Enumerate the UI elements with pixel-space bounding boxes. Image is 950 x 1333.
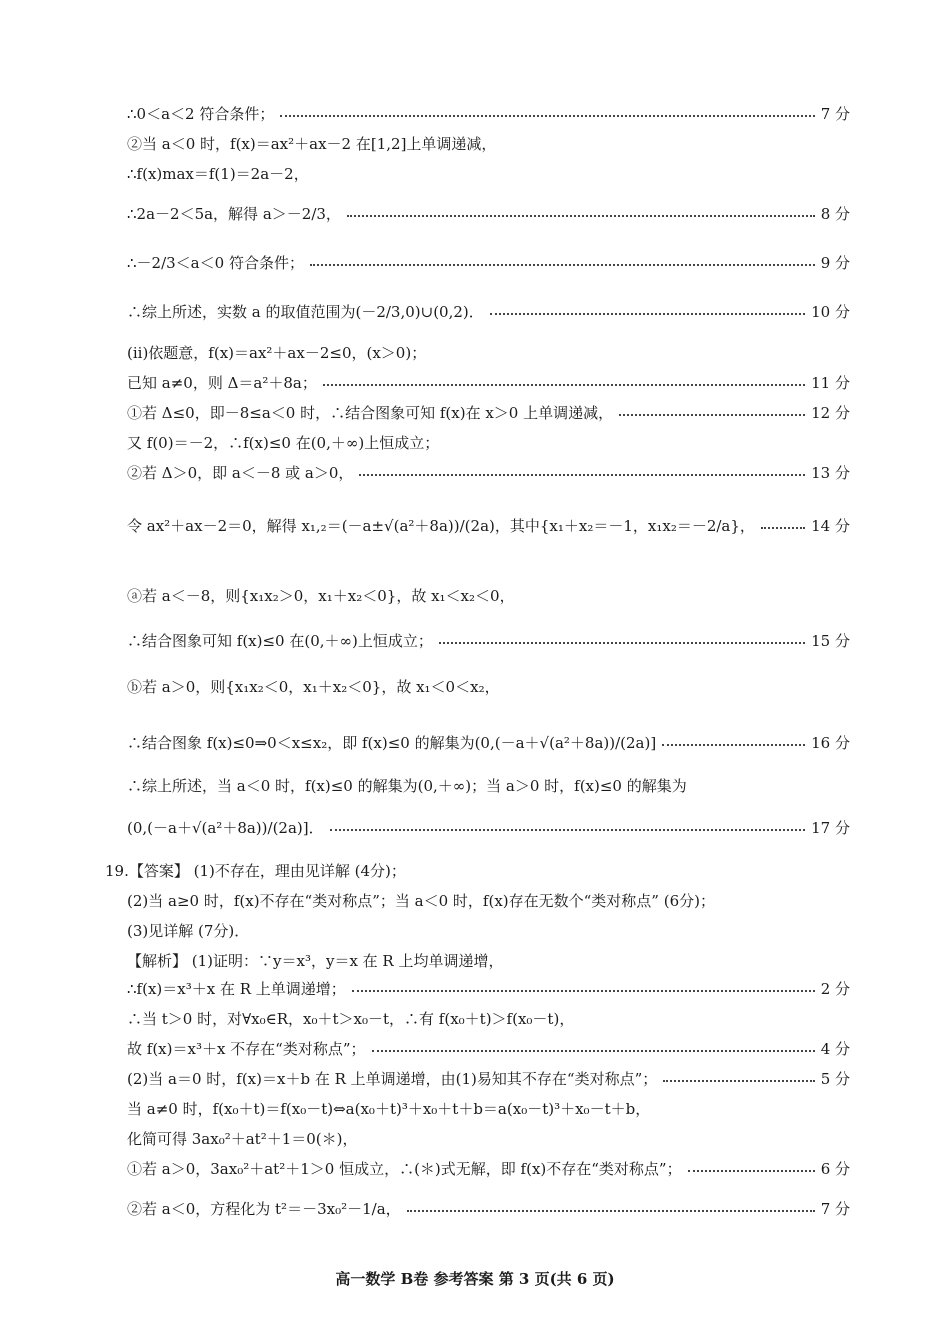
line-text: (2)当 a＝0 时，f(x)＝x＋b 在 R 上单调递增，由(1)易知其不存在“类对称点”； <box>127 1070 658 1088</box>
line-9 <box>127 402 850 423</box>
line-4 <box>127 203 850 224</box>
score: 12 分 <box>811 404 850 422</box>
line-text: 当 a≠0 时，f(x₀＋t)＝f(x₀－t)⇔a(x₀＋t)³＋x₀＋t＋b＝a(x₀－t)³＋x₀－t＋b， <box>127 1100 651 1118</box>
line-text: ②若 Δ＞0，即 a＜－8 或 a＞0， <box>127 464 354 482</box>
page-footer: 高一数学 B卷 参考答案 第 3 页(共 6 页) <box>335 1270 615 1288</box>
line-text: ∴f(x)＝x³＋x 在 R 上单调递增； <box>127 980 346 998</box>
line-text: ∴结合图象 f(x)≤0⇒0＜x≤x₂，即 f(x)≤0 的解集为(0,(－a＋√(a²＋8a))/(2a)] <box>127 734 657 752</box>
line-18 <box>127 817 850 838</box>
line-text: ∴－2/3＜a＜0 符合条件； <box>127 254 304 272</box>
leader-dots <box>280 114 814 117</box>
score: 7 分 <box>820 105 850 123</box>
leader-dots <box>663 1079 814 1082</box>
line-text: 又 f(0)＝－2，∴f(x)≤0 在(0,＋∞)上恒成立； <box>127 434 440 452</box>
line-16 <box>127 732 850 753</box>
line-6 <box>127 301 850 322</box>
line-27 <box>127 1098 850 1119</box>
leader-dots <box>490 312 805 315</box>
score: 14 分 <box>811 517 850 535</box>
line-25 <box>127 1038 850 1059</box>
line-8 <box>127 372 850 393</box>
line-24 <box>127 1008 850 1029</box>
line-19 <box>105 860 850 881</box>
line-17 <box>127 775 850 796</box>
score: 11 分 <box>811 374 850 392</box>
line-text: (2)当 a≥0 时，f(x)不存在“类对称点”；当 a＜0 时，f(x)存在无数个“类对称点” (6分)； <box>127 892 715 910</box>
line-text: (ii)依题意，f(x)＝ax²＋ax－2≤0，(x＞0)； <box>127 344 427 362</box>
line-text: 故 f(x)＝x³＋x 不存在“类对称点”； <box>127 1040 366 1058</box>
line-text: (3)见详解 (7分)． <box>127 922 250 940</box>
line-28 <box>127 1128 850 1149</box>
leader-dots <box>407 1209 815 1212</box>
line-15 <box>127 676 850 697</box>
score: 7 分 <box>820 1200 850 1218</box>
leader-dots <box>372 1049 815 1052</box>
leader-dots <box>352 989 815 992</box>
score: 10 分 <box>811 303 850 321</box>
line-text: ②当 a＜0 时，f(x)＝ax²＋ax－2 在[1,2]上单调递减， <box>127 135 497 153</box>
line-26 <box>127 1068 850 1089</box>
line-23 <box>127 978 850 999</box>
line-3 <box>127 163 850 184</box>
line-text: ①若 Δ≤0，即－8≤a＜0 时，∴结合图象可知 f(x)在 x＞0 上单调递减， <box>127 404 614 422</box>
line-text: ∴综上所述，实数 a 的取值范围为(－2/3,0)∪(0,2)． <box>127 303 484 321</box>
line-text: 化简可得 3ax₀²＋at²＋1＝0(＊)， <box>127 1130 358 1148</box>
line-text: ∴综上所述，当 a＜0 时，f(x)≤0 的解集为(0,＋∞)；当 a＞0 时，f(x)≤0 的解集为 <box>127 777 687 795</box>
score: 17 分 <box>811 819 850 837</box>
line-text: (0,(－a＋√(a²＋8a))/(2a)]． <box>127 819 324 837</box>
score: 4 分 <box>820 1040 850 1058</box>
leader-dots <box>359 473 805 476</box>
line-text: ∴2a－2＜5a，解得 a＞－2/3， <box>127 205 341 223</box>
line-20 <box>127 890 850 911</box>
line-text: 令 ax²＋ax－2＝0，解得 x₁,₂＝(－a±√(a²＋8a))/(2a)，其中{x₁＋x₂＝－1，x₁x₂＝－2/a}， <box>127 517 755 535</box>
line-22 <box>127 950 850 971</box>
line-11 <box>127 462 850 483</box>
line-14 <box>127 630 850 651</box>
leader-dots <box>688 1169 815 1172</box>
leader-dots <box>323 383 805 386</box>
line-10 <box>127 432 850 453</box>
line-text: ②若 a＜0，方程化为 t²＝－3x₀²－1/a， <box>127 1200 401 1218</box>
line-30 <box>127 1198 850 1219</box>
score: 9 分 <box>820 254 850 272</box>
leader-dots <box>619 413 805 416</box>
leader-dots <box>330 828 806 831</box>
line-text: ∴当 t＞0 时，对∀x₀∈R，x₀＋t＞x₀－t，∴有 f(x₀＋t)＞f(x₀－t)， <box>127 1010 575 1028</box>
leader-dots <box>662 743 805 746</box>
line-text: ∴0＜a＜2 符合条件； <box>127 105 275 123</box>
score: 8 分 <box>820 205 850 223</box>
score: 15 分 <box>811 632 850 650</box>
score: 13 分 <box>811 464 850 482</box>
line-text: 已知 a≠0，则 Δ＝a²＋8a； <box>127 374 317 392</box>
line-21 <box>127 920 850 941</box>
score: 2 分 <box>820 980 850 998</box>
line-text: ①若 a＞0，3ax₀²＋at²＋1＞0 恒成立，∴(＊)式无解，即 f(x)不存在“类对称点”； <box>127 1160 682 1178</box>
line-29 <box>127 1158 850 1179</box>
leader-dots <box>439 641 805 644</box>
line-text: ⓑ若 a＞0，则{x₁x₂＜0，x₁＋x₂＜0}，故 x₁＜0＜x₂， <box>127 678 500 696</box>
line-1 <box>127 103 850 124</box>
leader-dots <box>347 214 815 217</box>
line-text: 19.【答案】 (1)不存在，理由见详解 (4分)； <box>105 862 406 880</box>
score: 16 分 <box>811 734 850 752</box>
score: 6 分 <box>820 1160 850 1178</box>
leader-dots <box>761 526 805 529</box>
line-text: 【解析】 (1)证明：∵y＝x³，y＝x 在 R 上均单调递增， <box>127 952 504 970</box>
line-12 <box>127 515 850 536</box>
leader-dots <box>310 263 815 266</box>
line-text: ⓐ若 a＜－8，则{x₁x₂＞0，x₁＋x₂＜0}，故 x₁＜x₂＜0， <box>127 587 515 605</box>
score: 5 分 <box>820 1070 850 1088</box>
line-2 <box>127 133 850 154</box>
line-text: ∴f(x)max＝f(1)＝2a－2， <box>127 165 309 183</box>
line-5 <box>127 252 850 273</box>
line-7 <box>127 342 850 363</box>
line-13 <box>127 585 850 606</box>
line-text: ∴结合图象可知 f(x)≤0 在(0,＋∞)上恒成立； <box>127 632 433 650</box>
